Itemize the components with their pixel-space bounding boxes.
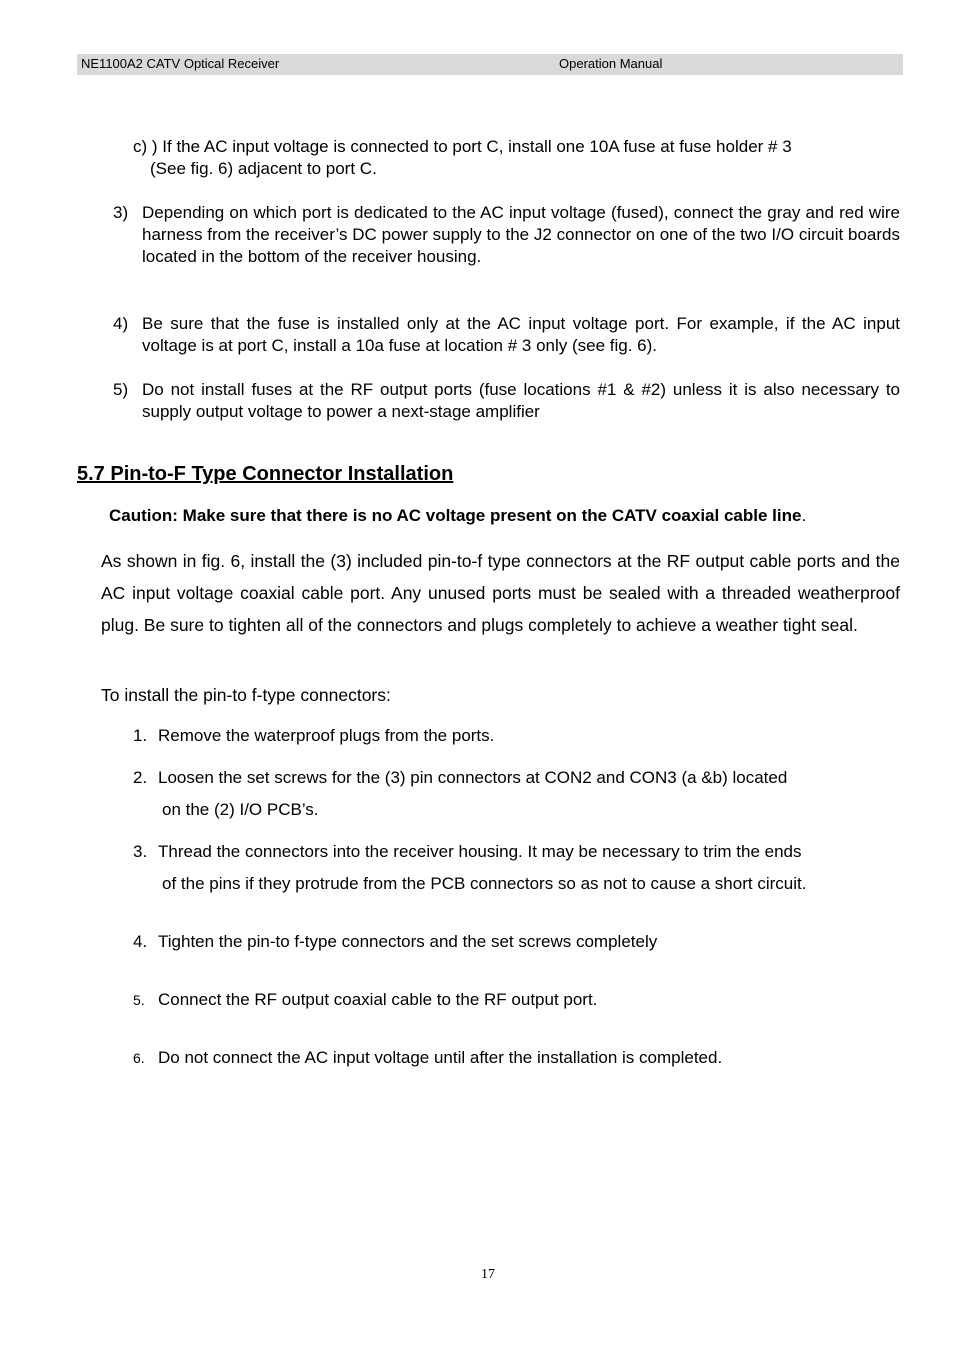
install-intro: To install the pin-to f-type connectors: — [101, 685, 391, 705]
section-heading: 5.7 Pin-to-F Type Connector Installation — [77, 463, 454, 485]
header-manual-label: Operation Manual — [559, 56, 663, 71]
item-4-text: Be sure that the fuse is installed only at the AC input voltage port. For example, if the AC input voltage is at port C, install a 10a fuse at location # 3 only (see fig. 6). — [142, 314, 900, 355]
step-6-text: Do not connect the AC input voltage until after the installation is completed. — [158, 1048, 723, 1067]
step-1-number: 1. — [133, 726, 148, 745]
page-header — [77, 54, 903, 75]
step-3-line1: Thread the connectors into the receiver housing. It may be necessary to trim the ends — [158, 842, 802, 861]
step-2-line2: on the (2) I/O PCB’s. — [162, 800, 319, 819]
step-2-line1: Loosen the set screws for the (3) pin connectors at CON2 and CON3 (a &b) located — [158, 768, 788, 787]
header-title: NE1100A2 CATV Optical Receiver — [81, 56, 280, 71]
item-4-number: 4) — [113, 314, 129, 333]
step-5-number: 5. — [133, 992, 145, 1008]
section-paragraph: As shown in fig. 6, install the (3) included pin-to-f type connectors at the RF output cable ports and the AC input voltage coaxial cable port. Any unused ports must be sealed with a threaded weatherproof plug. Be sure to tighten all of the connectors and plugs completely to achieve a weather tight seal. — [101, 551, 900, 635]
page-number: 17 — [481, 1267, 495, 1282]
step-5-text: Connect the RF output coaxial cable to the RF output port. — [158, 990, 598, 1009]
step-4-text: Tighten the pin-to f-type connectors and the set screws completely — [158, 932, 658, 951]
item-3-text: Depending on which port is dedicated to the AC input voltage (fused), connect the gray and red wire harness from the receiver’s DC power supply to the J2 connector on one of the two I/O circuit boards located in the bottom of the receiver housing. — [142, 203, 900, 266]
item-3-number: 3) — [113, 203, 129, 222]
caution-note — [109, 505, 806, 527]
step-4-number: 4. — [133, 932, 148, 951]
step-6-number: 6. — [133, 1050, 145, 1066]
caution-period: . — [801, 506, 807, 525]
step-1-text: Remove the waterproof plugs from the ports. — [158, 726, 495, 745]
step-3-line2: of the pins if they protrude from the PCB connectors so as not to cause a short circuit. — [162, 874, 807, 893]
step-2-number: 2. — [133, 768, 148, 787]
item-5-text: Do not install fuses at the RF output ports (fuse locations #1 & #2) unless it is also necessary to supply output voltage to power a next-stage amplifier — [142, 380, 900, 421]
item-5-number: 5) — [113, 380, 129, 399]
caution-text: Caution: Make sure that there is no AC voltage present on the CATV coaxial cable line — [109, 506, 802, 525]
item-c-line1: c) ) If the AC input voltage is connected to port C, install one 10A fuse at fuse holder # 3 — [133, 137, 792, 156]
item-c-line2: (See fig. 6) adjacent to port C. — [150, 159, 377, 178]
step-3-number: 3. — [133, 842, 148, 861]
